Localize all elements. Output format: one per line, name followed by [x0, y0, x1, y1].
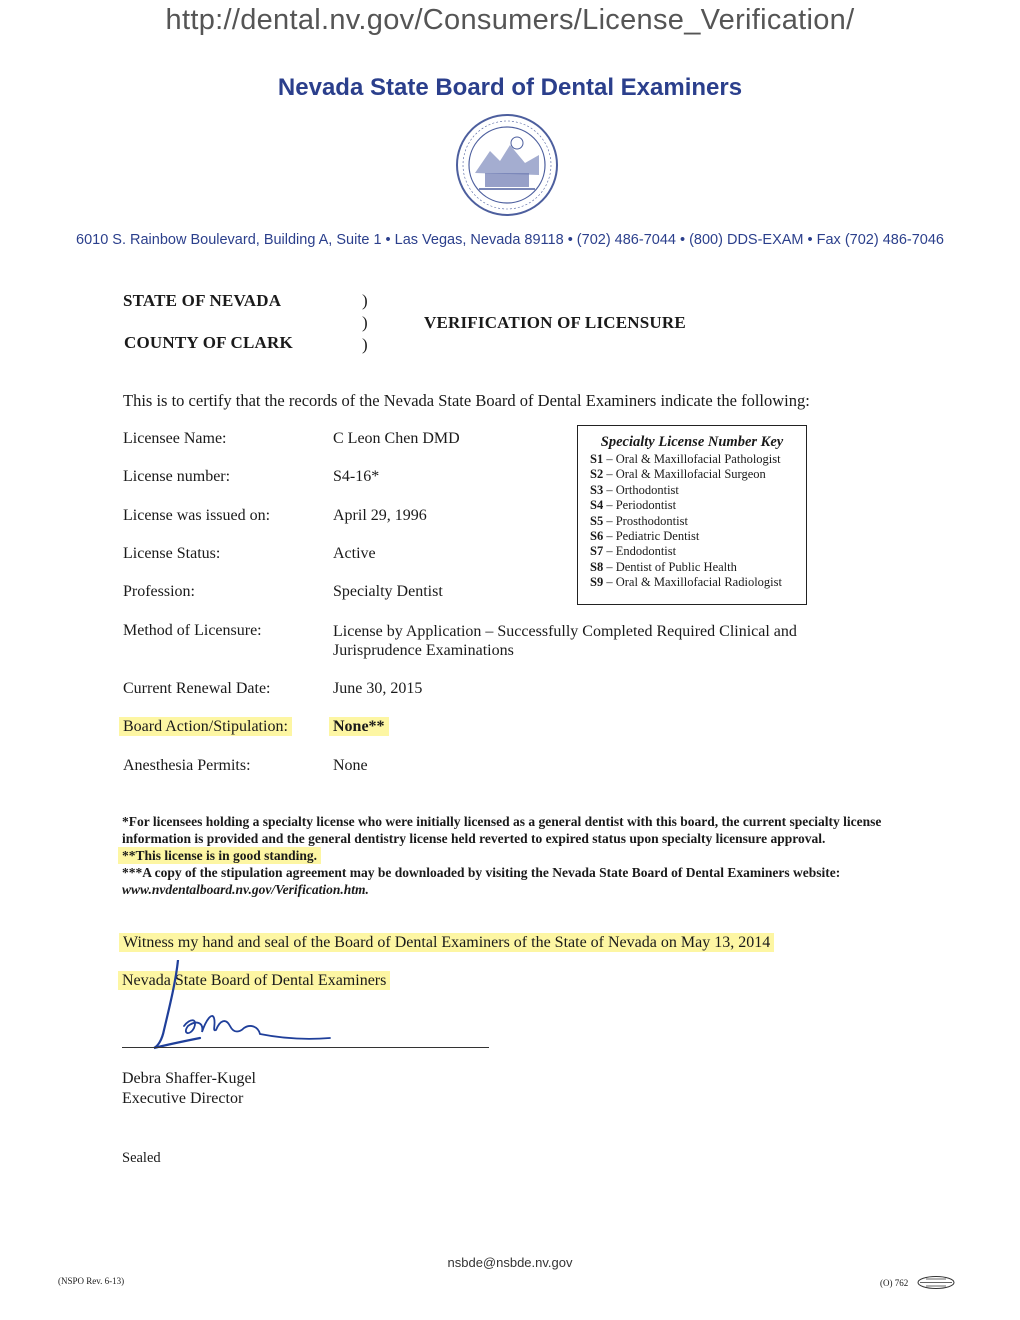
specialty-key-title: Specialty License Number Key: [600, 434, 784, 450]
signer-title: Executive Director: [122, 1090, 244, 1107]
licensure-method-continued: Jurisprudence Examinations: [333, 642, 514, 659]
specialty-key-item: [590, 529, 806, 544]
licensure-method: License by Application – Successfully Completed Required Clinical and: [333, 623, 797, 640]
specialty-code: S7: [590, 544, 604, 559]
specialty-key-item: [590, 452, 806, 467]
field-label: License number:: [123, 468, 231, 485]
highlighted-text: Board Action/Stipulation:: [119, 717, 292, 736]
field-label: Licensee Name:: [123, 430, 227, 447]
highlighted-text: Nevada State Board of Dental Examiners: [118, 971, 390, 990]
field-label: [123, 718, 292, 736]
specialty-name: – Periodontist: [606, 498, 677, 513]
signer-name: Debra Shaffer-Kugel: [122, 1070, 256, 1087]
specialty-code: S1: [590, 452, 604, 466]
board-website-link[interactable]: www.nvdentalboard.nv.gov/Verification.htm.: [122, 882, 369, 897]
signer-block: [122, 1069, 256, 1109]
specialty-name: – Oral & Maxillofacial Surgeon: [606, 467, 766, 482]
specialty-code: S9: [590, 575, 604, 590]
specialty-code: S6: [590, 529, 604, 544]
renewal-date: June 30, 2015: [333, 680, 423, 697]
highlighted-text: **This license is in good standing.: [118, 847, 321, 864]
license-status: Active: [333, 545, 376, 562]
witness-statement: [123, 934, 774, 952]
highlighted-text: None**: [329, 717, 389, 736]
sealed-label: Sealed: [122, 1150, 161, 1166]
specialty-key-item: [590, 544, 806, 559]
field-label: License Status:: [123, 545, 221, 562]
anesthesia-permits: None: [333, 757, 368, 774]
signature-line: [122, 1047, 489, 1048]
certification-intro: This is to certify that the records of the Nevada State Board of Dental Examiners indicate the following:: [123, 391, 810, 410]
specialty-key-item: [590, 560, 806, 575]
specialty-name: – Oral & Maxillofacial Radiologist: [606, 575, 782, 590]
caption-state: STATE OF NEVADA: [123, 291, 282, 310]
licensee-name: C Leon Chen DMD: [333, 430, 460, 447]
specialty-code: S4: [590, 498, 604, 513]
document-title: VERIFICATION OF LICENSURE: [424, 313, 686, 332]
specialty-name: – Orthodontist: [606, 482, 679, 497]
board-action: [333, 718, 389, 736]
specialty-code: S3: [590, 482, 604, 497]
specialty-footnote: *For licensees holding a specialty license who were initially licensed as a general dentist with this board, the current specialty license information is provided and the general dentistry license held reverted to expired status upon specialty licensure approval.: [122, 814, 882, 846]
specialty-code: S5: [590, 513, 604, 528]
letterhead-address: 6010 S. Rainbow Boulevard, Building A, Suite 1 • Las Vegas, Nevada 89118 • (702) 486-7044 • (800) DDS-EXAM • Fax (702) 486-7046: [76, 232, 944, 248]
specialty-name: – Oral & Maxillofacial Pathologist: [606, 452, 781, 466]
specialty-name: – Dentist of Public Health: [606, 559, 737, 574]
specialty-key-box: [577, 425, 807, 605]
specialty-key-item: [590, 514, 806, 529]
caption-paren: ): [362, 291, 368, 310]
issue-date: April 29, 1996: [333, 507, 427, 524]
page-url: http://dental.nv.gov/Consumers/License_Verification/: [165, 4, 855, 36]
caption-paren: ): [362, 313, 368, 332]
caption-county: COUNTY OF CLARK: [124, 333, 293, 352]
specialty-key-item: [590, 575, 806, 590]
license-number: S4-16*: [333, 468, 380, 485]
form-revision: (NSPO Rev. 6-13): [58, 1276, 125, 1286]
specialty-name: – Pediatric Dentist: [606, 529, 700, 544]
field-label: Anesthesia Permits:: [123, 757, 251, 774]
specialty-name: – Endodontist: [606, 544, 677, 559]
footer-email: nsbde@nsbde.nv.gov: [447, 1255, 573, 1270]
specialty-key-item: [590, 467, 806, 482]
specialty-key-item: [590, 483, 806, 498]
footnotes: [122, 813, 897, 898]
stipulation-text: ***A copy of the stipulation agreement may be downloaded by visiting the Nevada State Board of Dental Examiners website:: [122, 865, 841, 880]
stipulation-footnote: [122, 864, 897, 898]
board-title: Nevada State Board of Dental Examiners: [277, 74, 743, 101]
caption-paren: ): [362, 335, 368, 354]
print-code: (O) 762: [880, 1278, 909, 1288]
handwritten-signature: [140, 960, 340, 1055]
specialty-code: S8: [590, 559, 604, 574]
profession: Specialty Dentist: [333, 583, 443, 600]
highlighted-text: Witness my hand and seal of the Board of Dental Examiners of the State of Nevada on May 13, 2014: [119, 933, 774, 952]
good-standing-footnote: [122, 847, 897, 864]
union-label-icon: [916, 1275, 956, 1290]
field-label: License was issued on:: [123, 507, 271, 524]
specialty-name: – Prosthodontist: [606, 513, 688, 528]
field-label: Current Renewal Date:: [123, 680, 271, 697]
specialty-code: S2: [590, 467, 604, 482]
nevada-state-seal-icon: [455, 113, 559, 217]
field-label: Method of Licensure:: [123, 622, 262, 639]
field-label: Profession:: [123, 583, 195, 600]
specialty-key-item: [590, 498, 806, 513]
